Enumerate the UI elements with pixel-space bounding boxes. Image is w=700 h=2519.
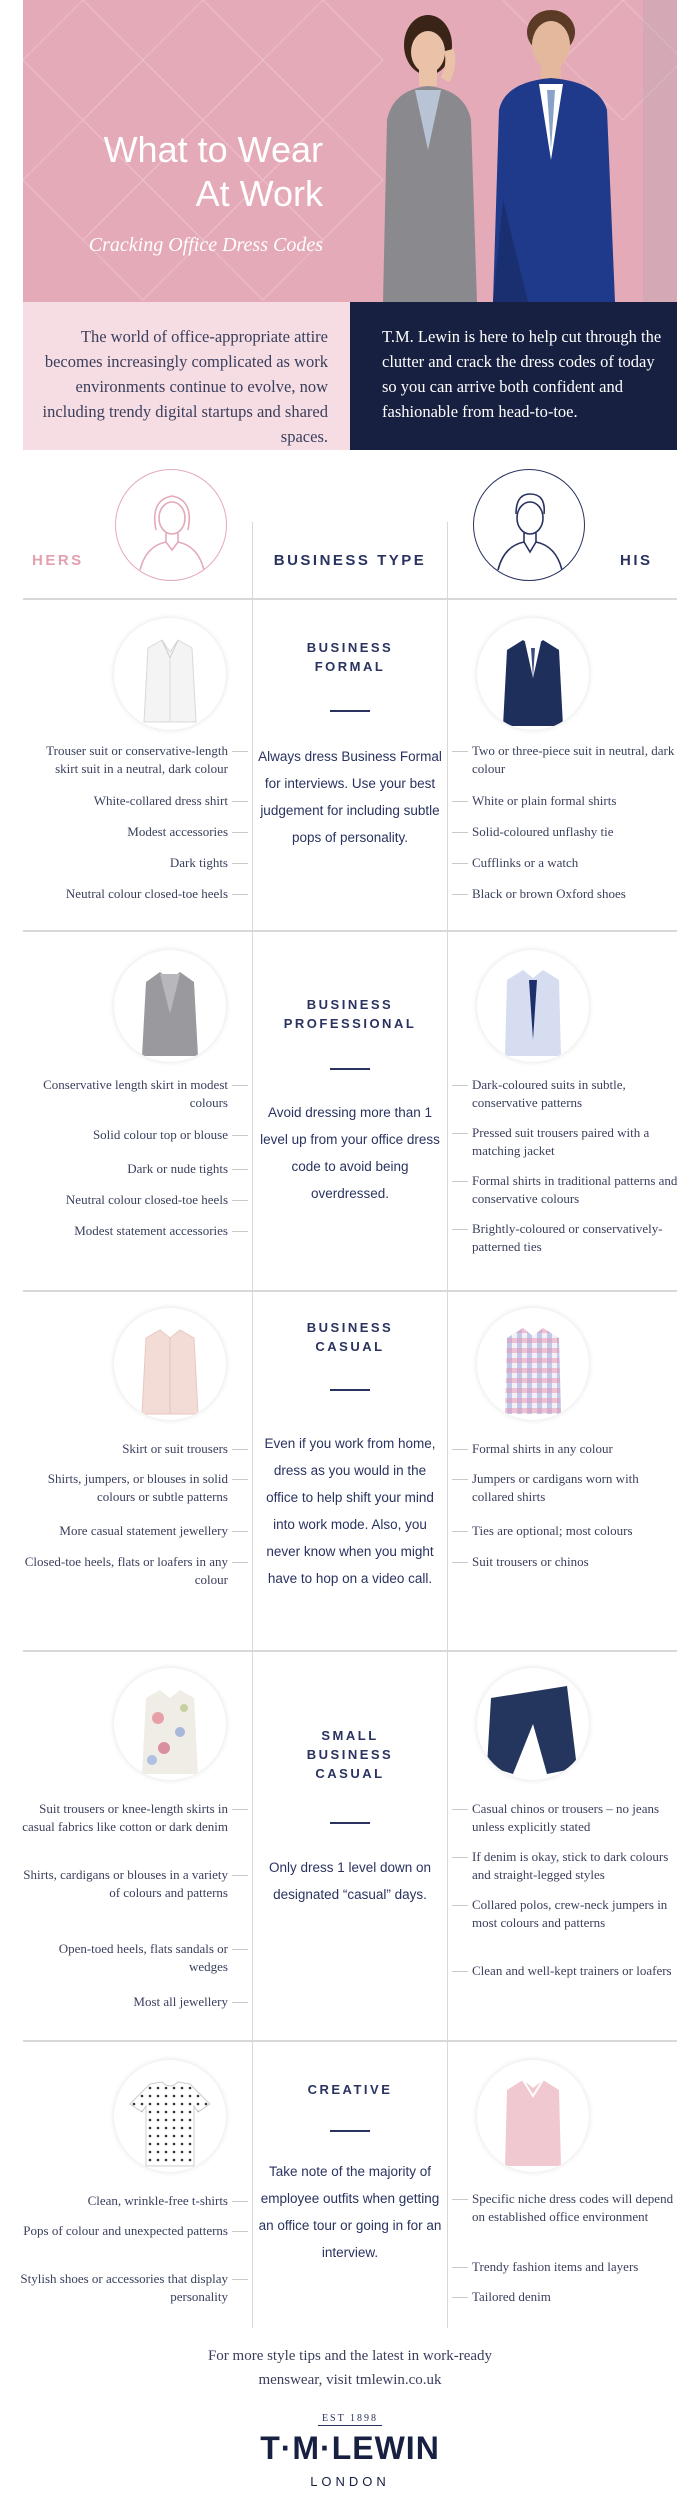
his-item: Two or three-piece suit in neutral, dark colour [472,743,675,776]
section-description: Even if you work from home, dress as you would in the office to help shift your mind into work mode. Also, you never know when you might have to hop on a video call. [264,1436,436,1586]
tick [232,1809,248,1810]
section-title: BUSINESS PROFESSIONAL [283,997,417,1031]
tick [452,2297,468,2298]
hers-item: Modest statement accessories [74,1223,228,1238]
tick [232,2201,248,2202]
tick [232,1479,248,1480]
tick [232,1531,248,1532]
hers-item: Stylish shoes or accessories that display personality [20,2271,228,2304]
tick [452,894,468,895]
hers-item: Shirts, jumpers, or blouses in solid colours or subtle patterns [47,1471,228,1504]
tick [232,801,248,802]
office-people-photo [353,0,677,302]
tick [232,832,248,833]
hers-item: Modest accessories [127,824,228,839]
tm-lewin-logo: T·M·LEWIN [260,2430,440,2466]
hers-item: Trouser suit or conservative-length skirt suit in a neutral, dark colour [46,743,228,776]
his-item: Suit trousers or chinos [472,1554,589,1569]
tick [452,1857,468,1858]
hers-item: Skirt or suit trousers [122,1441,228,1456]
tick [232,1449,248,1450]
hers-item: Clean, wrinkle-free t-shirts [87,2193,228,2208]
title-dash [330,1389,370,1391]
his-item: Formal shirts in any colour [472,1441,613,1456]
pink-shirt-image [477,2060,589,2172]
tick [452,1531,468,1532]
hers-item: More casual statement jewellery [59,1523,228,1538]
hers-item: White-collared dress shirt [93,793,228,808]
tick [232,1949,248,1950]
section-title: BUSINESS CASUAL [306,1320,394,1354]
his-item: Brightly-coloured or conservatively-patterned ties [472,1221,663,1254]
his-item: Specific niche dress codes will depend on established office environment [472,2191,674,2224]
est-underline [318,2425,382,2426]
his-item: If denim is okay, stick to dark colours and straight-legged styles [472,1849,669,1882]
tick [452,1971,468,1972]
hers-item: Neutral colour closed-toe heels [65,886,228,901]
intro-panel-right [350,302,677,450]
intro-panel-left [23,302,350,450]
tick [452,1085,468,1086]
tick [452,1181,468,1182]
white-shirt-image [114,618,226,730]
hero-banner [23,0,677,302]
section-title: SMALL BUSINESS CASUAL [306,1728,394,1781]
his-item: White or plain formal shirts [472,793,617,808]
est-label: EST 1898 [321,2413,379,2424]
title-dash [330,1822,370,1824]
navy-chinos-image [477,1668,589,1780]
section-title: BUSINESS FORMAL [306,640,394,674]
hers-item: Solid colour top or blouse [92,1127,228,1142]
tick [452,1133,468,1134]
tick [452,1809,468,1810]
man-avatar-icon [473,469,585,581]
tick [232,863,248,864]
his-item: Cufflinks or a watch [472,855,579,870]
tick [452,863,468,864]
his-header: HIS [620,552,653,569]
tick [452,751,468,752]
hero-subtitle: Cracking Office Dress Codes [88,234,323,256]
tick [452,1449,468,1450]
his-item: Casual chinos or trousers – no jeans unless explicitly stated [472,1801,660,1834]
his-item: Black or brown Oxford shoes [472,886,626,901]
tick [452,1479,468,1480]
hers-item: Dark tights [169,855,228,870]
section-description: Only dress 1 level down on designated “casual” days. [268,1860,432,1902]
section-description: Avoid dressing more than 1 level up from your office dress code to avoid being overdressed. [260,1105,440,1201]
business-type-header: BUSINESS TYPE [273,552,427,569]
his-item: Trendy fashion items and layers [472,2259,639,2274]
hers-item: Neutral colour closed-toe heels [65,1192,228,1207]
woman-avatar-icon [115,469,227,581]
hers-header: HERS [32,552,84,569]
hero-title-line2: At Work [195,173,323,214]
grey-blazer-image [114,950,226,1062]
hero-title [23,128,323,216]
hero-title-line1: What to Wear [103,129,323,170]
hers-item: Shirts, cardigans or blouses in a variety of colours and patterns [23,1867,228,1900]
his-item: Formal shirts in traditional patterns and conservative colours [472,1173,678,1206]
gingham-shirt-image [477,1308,589,1420]
tick [232,1875,248,1876]
tick [232,2231,248,2232]
hers-item: Dark or nude tights [127,1161,228,1176]
tick [232,751,248,752]
tick [232,1562,248,1563]
divider [23,930,677,932]
shirt-and-tie-image [477,950,589,1062]
divider [23,2040,677,2042]
tick [232,1200,248,1201]
his-item: Dark-coloured suits in subtle, conservative patterns [472,1077,626,1110]
tick [452,832,468,833]
tick [232,2279,248,2280]
tick [452,2267,468,2268]
divider [23,1290,677,1292]
hers-item: Suit trousers or knee-length skirts in casual fabrics like cotton or dark denim [22,1801,228,1834]
tick [232,1135,248,1136]
divider [23,598,677,600]
tick [452,1905,468,1906]
tick [452,1229,468,1230]
tick [232,1169,248,1170]
title-dash [330,2130,370,2132]
his-item: Tailored denim [472,2289,551,2304]
intro-right-text: T.M. Lewin is here to help cut through the clutter and crack the dress codes of today so you can arrive both confident and fashionable from head-to-toe. [382,327,662,421]
divider [23,1650,677,1652]
navy-suit-image [477,618,589,730]
tick [232,1231,248,1232]
intro-left-text: The world of office-appropriate attire becomes increasingly complicated as work environments continue to evolve, now including trendy digital startups and shared spaces. [42,327,328,446]
section-description: Take note of the majority of employee outfits when getting an office tour or going in for an interview. [258,2164,442,2260]
hers-item: Open-toed heels, flats sandals or wedges [58,1941,228,1974]
tick [232,1085,248,1086]
his-item: Solid-coloured unflashy tie [472,824,614,839]
his-item: Clean and well-kept trainers or loafers [472,1963,672,1978]
floral-blouse-image [114,1668,226,1780]
his-item: Jumpers or cardigans worn with collared shirts [472,1471,639,1504]
hers-item: Conservative length skirt in modest colours [43,1077,228,1110]
title-dash [330,710,370,712]
tick [452,801,468,802]
hers-item: Closed-toe heels, flats or loafers in any colour [24,1554,228,1587]
his-item: Ties are optional; most colours [472,1523,633,1538]
his-item: Pressed suit trousers paired with a matching jacket [472,1125,650,1158]
tick [452,1562,468,1563]
tick [232,2002,248,2003]
hers-item: Pops of colour and unexpected patterns [23,2223,228,2238]
tick [232,894,248,895]
his-item: Collared polos, crew-neck jumpers in most colours and patterns [472,1897,668,1930]
footer-text: For more style tips and the latest in work-ready menswear, visit tmlewin.co.uk [207,2348,493,2388]
section-description: Always dress Business Formal for interviews. Use your best judgement for including subtle pops of personality. [258,749,442,845]
section-title: CREATIVE [307,2082,393,2097]
hers-item: Most all jewellery [133,1994,228,2009]
title-dash [330,1068,370,1070]
tick [452,2199,468,2200]
logo-location: LONDON [310,2474,390,2489]
polka-dot-tee-image [114,2060,226,2172]
blush-blouse-image [114,1308,226,1420]
